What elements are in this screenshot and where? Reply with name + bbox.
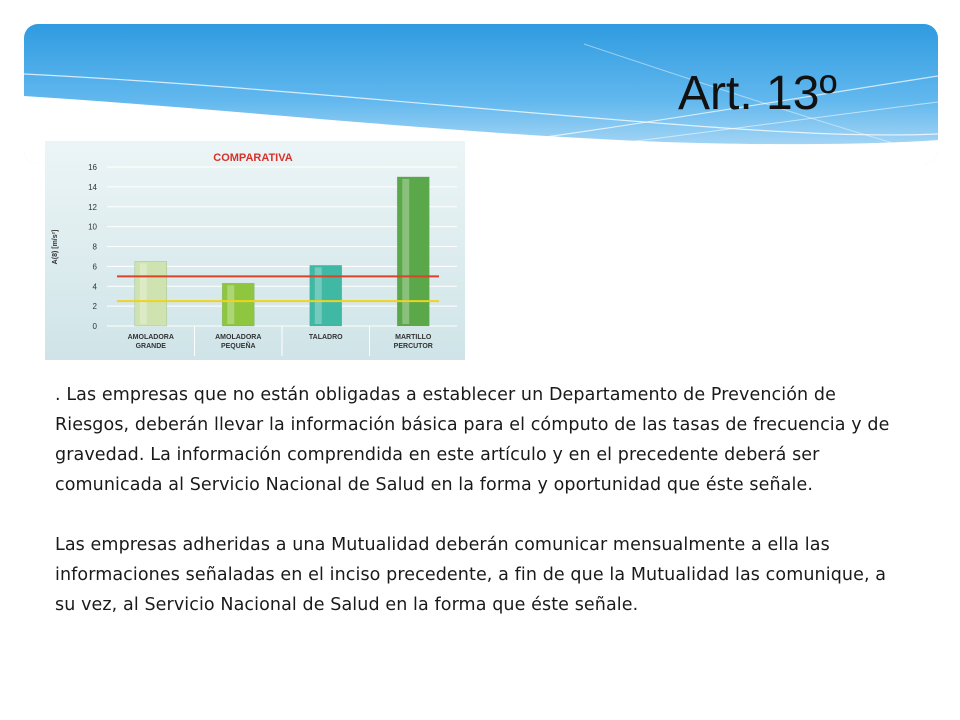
y-tick-label: 10 (88, 222, 97, 232)
x-category-label: MARTILLO (395, 334, 432, 341)
bar-highlight (402, 179, 409, 324)
chart-svg (45, 141, 465, 360)
bar (397, 177, 429, 326)
article-text (55, 380, 895, 620)
paragraph-2: Las empresas adheridas a una Mutualidad deberán comunicar mensualmente a ella las informaciones señaladas en el inciso precedente, a fin de que la Mutualidad las comunique, a su vez, al Servicio Nacional de Salud en la forma que éste señale. (55, 535, 887, 615)
y-tick-label: 0 (92, 322, 97, 331)
x-category-label: GRANDE (135, 343, 166, 350)
y-tick-label: 8 (92, 242, 97, 252)
bar-highlight (227, 285, 234, 324)
paragraph-1: . Las empresas que no están obligadas a establecer un Departamento de Prevención de Riesgos, deberán llevar la información básica para el cómputo de las tasas de frecuencia y de gravedad. La información comprendida en este artículo y en el precedente deberá ser comunicada al Servicio Nacional de Salud en la forma y oportunidad que éste señale. (55, 385, 890, 495)
bar (222, 283, 254, 326)
chart-title: COMPARATIVA (213, 152, 293, 164)
x-category-label: AMOLADORA (127, 334, 174, 341)
slide-title: Art. 13º (678, 67, 837, 120)
comparison-chart (45, 141, 465, 360)
y-tick-label: 2 (92, 302, 97, 312)
bar (135, 261, 167, 326)
y-tick-label: 6 (92, 262, 97, 272)
x-category-label: TALADRO (308, 334, 343, 341)
x-category-label: PEQUEÑA (220, 343, 256, 350)
bar (310, 265, 342, 326)
y-tick-label: 4 (92, 282, 97, 292)
x-category-label: AMOLADORA (215, 334, 262, 341)
y-tick-label: 12 (88, 202, 97, 212)
y-axis-label: A(8) [m/s²] (52, 229, 59, 265)
y-tick-label: 16 (88, 163, 97, 172)
bar-highlight (140, 263, 147, 324)
x-category-label: PERCUTOR (393, 343, 433, 350)
y-tick-label: 14 (88, 182, 97, 192)
